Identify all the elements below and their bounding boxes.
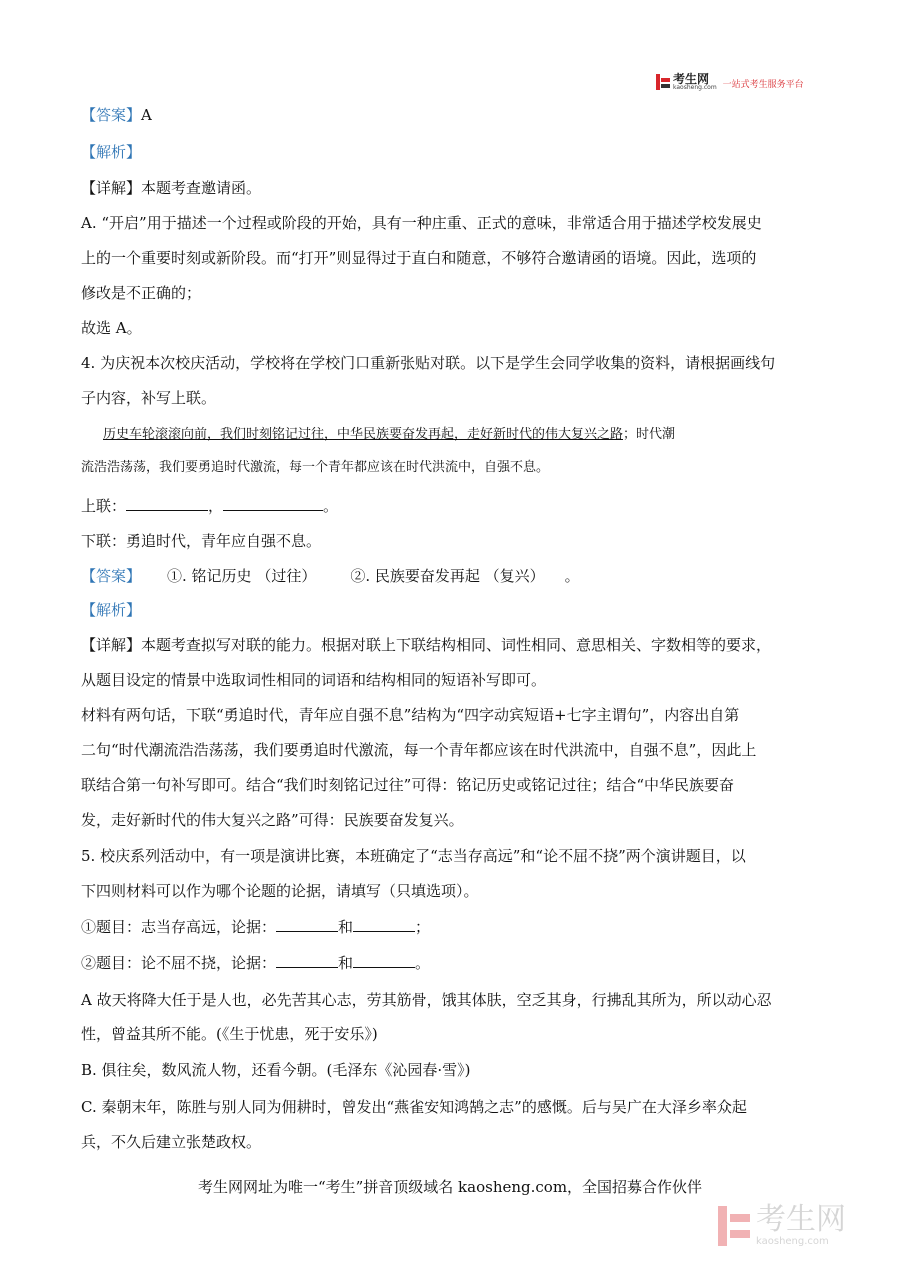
q3-detail-line: A. “开启”用于描述一个过程或阶段的开始，具有一种庄重、正式的意味，非常适合用于描述学校发展史 — [81, 214, 762, 232]
upper-blank-1[interactable] — [126, 496, 208, 511]
answer-tag: 【答案】 — [81, 567, 142, 585]
topic-end: 。 — [415, 954, 431, 972]
q5-stem: 下四则材料可以作为哪个论题的论据，请填写（只填选项）。 — [81, 882, 479, 900]
watermark — [718, 1202, 846, 1247]
topic-and: 和 — [338, 918, 354, 936]
q5-option-c: C. 秦朝末年，陈胜与别人同为佣耕时，曾发出“燕雀安知鸿鹄之志”的感慨。后与吴广在大泽乡率众起 — [81, 1098, 747, 1116]
q4-detail-line: 联结合第一句补写即可。结合“我们时刻铭记过往”可得：铭记历史或铭记过往；结合“中华民族要奋 — [81, 776, 735, 794]
watermark-logo-icon — [718, 1206, 750, 1246]
watermark-domain: kaosheng.com — [756, 1236, 829, 1247]
q5-option-a: A 故天将降大任于是人也，必先苦其心志，劳其筋骨，饿其体肤，空乏其身，行拂乱其所为，所以动心忍 — [81, 991, 772, 1009]
q4-lower-couplet: 下联：勇追时代，青年应自强不息。 — [81, 532, 322, 550]
q5-stem: 5. 校庆系列活动中，有一项是演讲比赛，本班确定了“志当存高远”和“论不屈不挠”两个演讲题目，以 — [81, 847, 746, 865]
topic1-blank-2[interactable] — [353, 917, 415, 932]
material-underlined: 历史车轮滚滚向前，我们时刻铭记过往，中华民族要奋发再起，走好新时代的伟大复兴之路 — [103, 427, 624, 442]
q5-option-c: 兵，不久后建立张楚政权。 — [81, 1133, 262, 1151]
q4-detail-line: 发，走好新时代的伟大复兴之路”可得：民族要奋发复兴。 — [81, 811, 464, 829]
q4-stem: 4. 为庆祝本次校庆活动，学校将在学校门口重新张贴对联。以下是学生会同学收集的资料，请根据画线句 — [81, 354, 776, 372]
q5-option-b: B. 俱往矣，数风流人物，还看今朝。(毛泽东《沁园春·雪》) — [81, 1061, 471, 1079]
q3-detail-line: 【详解】本题考查邀请函。 — [81, 179, 262, 197]
q5-option-a: 性，曾益其所不能。(《生于忧患，死于安乐》) — [81, 1025, 378, 1043]
q4-detail-line: 二句“时代潮流浩浩荡荡，我们要勇追时代激流，每一个青年都应该在时代洪流中，自强不息”，因此上 — [81, 741, 757, 759]
topic2-blank-2[interactable] — [353, 953, 415, 968]
logo-slogan: 一站式考生服务平台 — [722, 80, 804, 90]
page-footer: 考生网网址为唯一“考生”拼音顶级域名 kaosheng.com，全国招募合作伙伴 — [197, 1178, 703, 1196]
q5-topic-2 — [81, 953, 430, 973]
topic-end: ； — [415, 918, 431, 936]
answer-tag: 【答案】 — [81, 106, 142, 124]
topic-label: ②题目：论不屈不挠，论据： — [81, 954, 277, 972]
answer-end: 。 — [564, 567, 580, 585]
logo-name: 考生网 — [673, 72, 710, 86]
q3-detail-line: 修改是不正确的； — [81, 284, 202, 302]
logo-mark-icon — [656, 74, 670, 90]
q5-topic-1 — [81, 917, 430, 937]
q4-material: 流浩浩荡荡，我们要勇追时代激流，每一个青年都应该在时代洪流中，自强不息。 — [81, 460, 550, 475]
topic2-blank-1[interactable] — [276, 953, 338, 968]
q3-analysis-tag: 【解析】 — [81, 143, 142, 161]
q3-answer — [81, 105, 152, 125]
q4-upper-couplet — [81, 496, 338, 516]
topic-and: 和 — [338, 954, 354, 972]
q3-detail-line: 上的一个重要时刻或新阶段。而“打开”则显得过于直白和随意，不够符合邀请函的语境。因此，选项的 — [81, 249, 757, 267]
answer-value: A — [141, 106, 152, 124]
topic-label: ①题目：志当存高远，论据： — [81, 918, 277, 936]
q3-detail-line: 故选 A。 — [81, 319, 142, 337]
topic1-blank-1[interactable] — [276, 917, 338, 932]
q4-material — [103, 425, 675, 445]
answer-item-1: ①. 铭记历史 （过往） — [167, 567, 317, 585]
q4-analysis-tag: 【解析】 — [81, 601, 142, 619]
logo-domain: kaosheng.com — [673, 84, 717, 91]
upper-end: 。 — [323, 497, 339, 515]
q4-detail-line: 从题目设定的情景中选取词性相同的词语和结构相同的短语补写即可。 — [81, 671, 547, 689]
material-rest: ；时代潮 — [623, 427, 676, 442]
header-logo — [656, 73, 804, 91]
watermark-name: 考生网 — [756, 1202, 846, 1237]
upper-label: 上联： — [81, 497, 127, 515]
q4-answer — [81, 566, 580, 586]
upper-sep: ， — [208, 497, 224, 515]
q4-detail-line: 【详解】本题考查拟写对联的能力。根据对联上下联结构相同、词性相同、意思相关、字数相等的要求， — [81, 636, 772, 654]
q4-detail-line: 材料有两句话，下联“勇追时代，青年应自强不息”结构为“四字动宾短语+七字主谓句”，内容出自第 — [81, 706, 740, 724]
upper-blank-2[interactable] — [223, 496, 323, 511]
q4-stem: 子内容，补写上联。 — [81, 389, 217, 407]
answer-item-2: ②. 民族要奋发再起 （复兴） — [350, 567, 545, 585]
